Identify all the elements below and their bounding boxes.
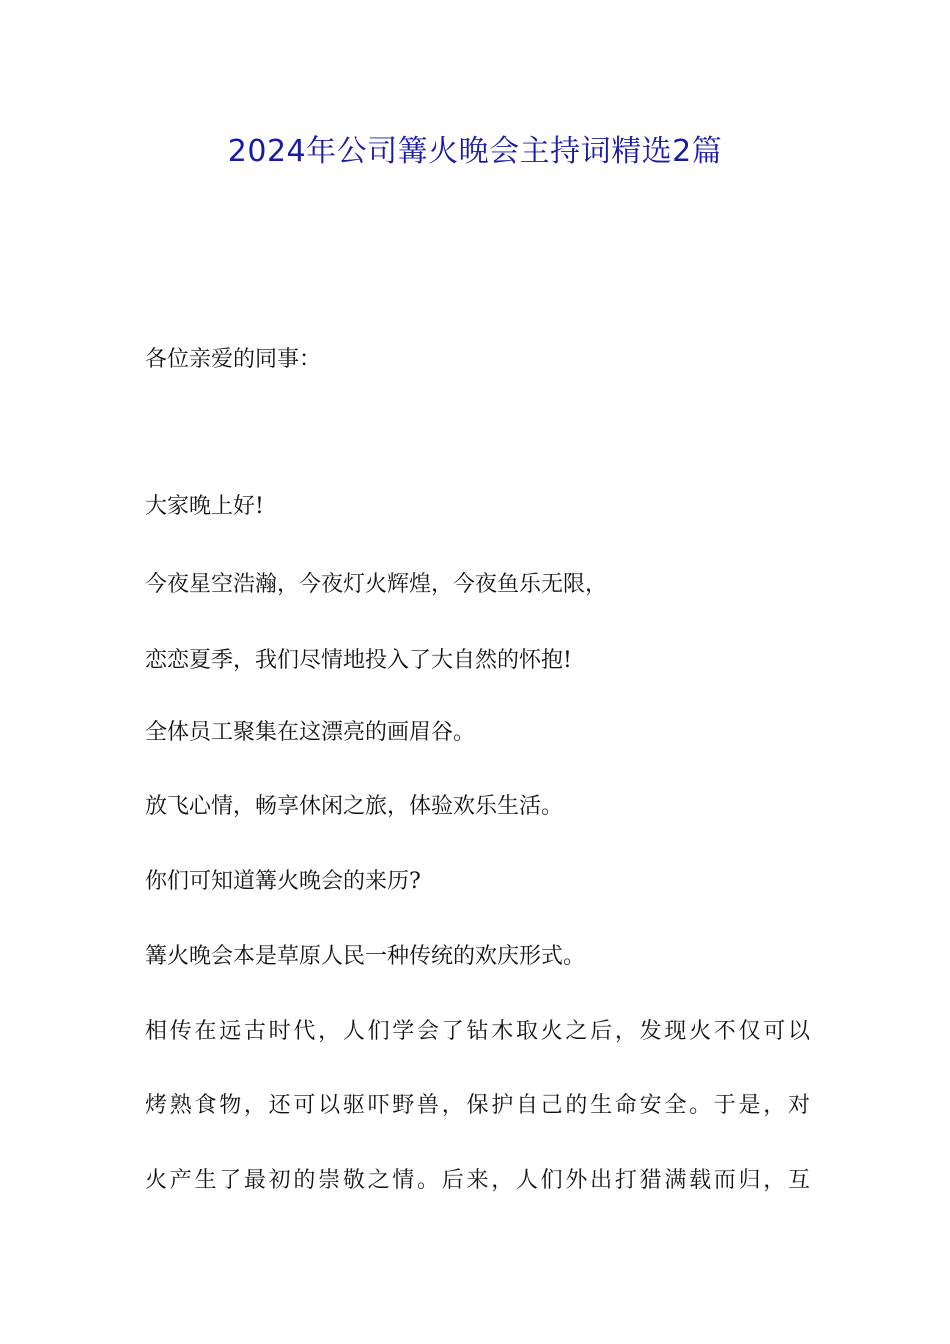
paragraph-line: 全体员工聚集在这漂亮的画眉谷。 <box>145 720 476 745</box>
paragraph-line: 恋恋夏季，我们尽情地投入了大自然的怀抱! <box>145 648 572 673</box>
paragraph-line: 相传在远古时代，人们学会了钻木取火之后，发现火不仅可以 <box>145 1019 810 1044</box>
paragraph-line: 放飞心情，畅享休闲之旅，体验欢乐生活。 <box>145 794 564 819</box>
document-title: 2024年公司篝火晚会主持词精选2篇 <box>227 134 723 169</box>
paragraph-line: 篝火晚会本是草原人民一种传统的欢庆形式。 <box>145 944 586 969</box>
paragraph-line: 今夜星空浩瀚，今夜灯火辉煌，今夜鱼乐无限， <box>145 572 608 597</box>
paragraph-line: 你们可知道篝火晚会的来历? <box>145 869 421 894</box>
paragraph-line: 烤熟食物，还可以驱吓野兽，保护自己的生命安全。于是，对 <box>145 1093 810 1118</box>
paragraph-line: 火产生了最初的崇敬之情。后来，人们外出打猎满载而归，互 <box>145 1168 810 1193</box>
paragraph-line: 大家晚上好! <box>145 494 264 519</box>
salutation: 各位亲爱的同事： <box>145 347 322 372</box>
